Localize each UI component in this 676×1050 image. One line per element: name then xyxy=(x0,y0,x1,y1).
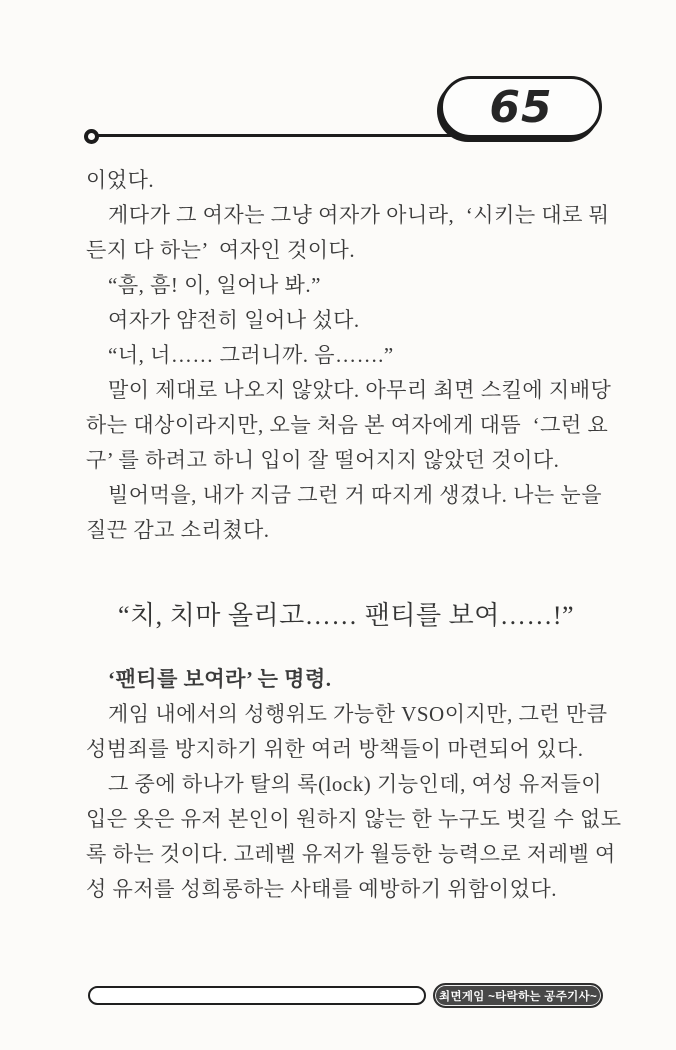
text-line: 이었다. xyxy=(86,168,155,192)
text-line: 든지 다 하는’ 여자인 것이다. xyxy=(86,238,356,262)
footer-series-title: 최면게임 ~타락하는 공주기사~ xyxy=(439,990,597,1003)
text-line: 성범죄를 방지하기 위한 여러 방책들이 마련되어 있다. xyxy=(86,737,584,761)
text-line: 성 유저를 성희롱하는 사태를 예방하기 위함이었다. xyxy=(86,877,558,901)
footer-series-badge xyxy=(433,983,603,1008)
text-line: 게다가 그 여자는 그냥 여자가 아니라, ‘시키는 대로 뭐 xyxy=(108,203,610,227)
paragraph-block-2 xyxy=(86,662,622,907)
emphasized-shout-quote: “치, 치마 올리고…… 팬티를 보여……!” xyxy=(118,601,575,630)
text-line: 여자가 얌전히 일어나 섰다. xyxy=(108,308,360,332)
text-line: 빌어먹을, 내가 지금 그런 거 따지게 생겼나. 나는 눈을 xyxy=(108,483,603,507)
text-line: 록 하는 것이다. 고레벨 유저가 월등한 능력으로 저레벨 여 xyxy=(86,842,616,866)
text-line: “흠, 흠! 이, 일어나 봐.” xyxy=(108,273,321,297)
page-number: 65 xyxy=(489,81,553,133)
header-rule-line xyxy=(96,134,466,137)
text-line: 하는 대상이라지만, 오늘 처음 본 여자에게 대뜸 ‘그런 요 xyxy=(86,413,609,437)
text-line: 그 중에 하나가 탈의 록(lock) 기능인데, 여성 유저들이 xyxy=(108,772,603,796)
page-number-badge xyxy=(440,76,602,138)
text-line: “너, 너…… 그러니까. 음…….” xyxy=(108,343,394,367)
footer-chapter-bar xyxy=(88,986,426,1005)
text-line: 입은 옷은 유저 본인이 원하지 않는 한 누구도 벗길 수 없도 xyxy=(86,807,622,831)
text-line: 말이 제대로 나오지 않았다. 아무리 최면 스킬에 지배당 xyxy=(108,378,612,402)
text-line: 질끈 감고 소리쳤다. xyxy=(86,518,270,542)
text-line: 게임 내에서의 성행위도 가능한 VSO이지만, 그런 만큼 xyxy=(108,702,608,726)
text-line: ‘팬티를 보여라’ 는 명령. xyxy=(108,667,332,691)
body-text xyxy=(86,163,622,907)
paragraph-block-1 xyxy=(86,163,612,548)
text-line: 구’ 를 하려고 하니 입이 잘 떨어지지 않았던 것이다. xyxy=(86,448,560,472)
